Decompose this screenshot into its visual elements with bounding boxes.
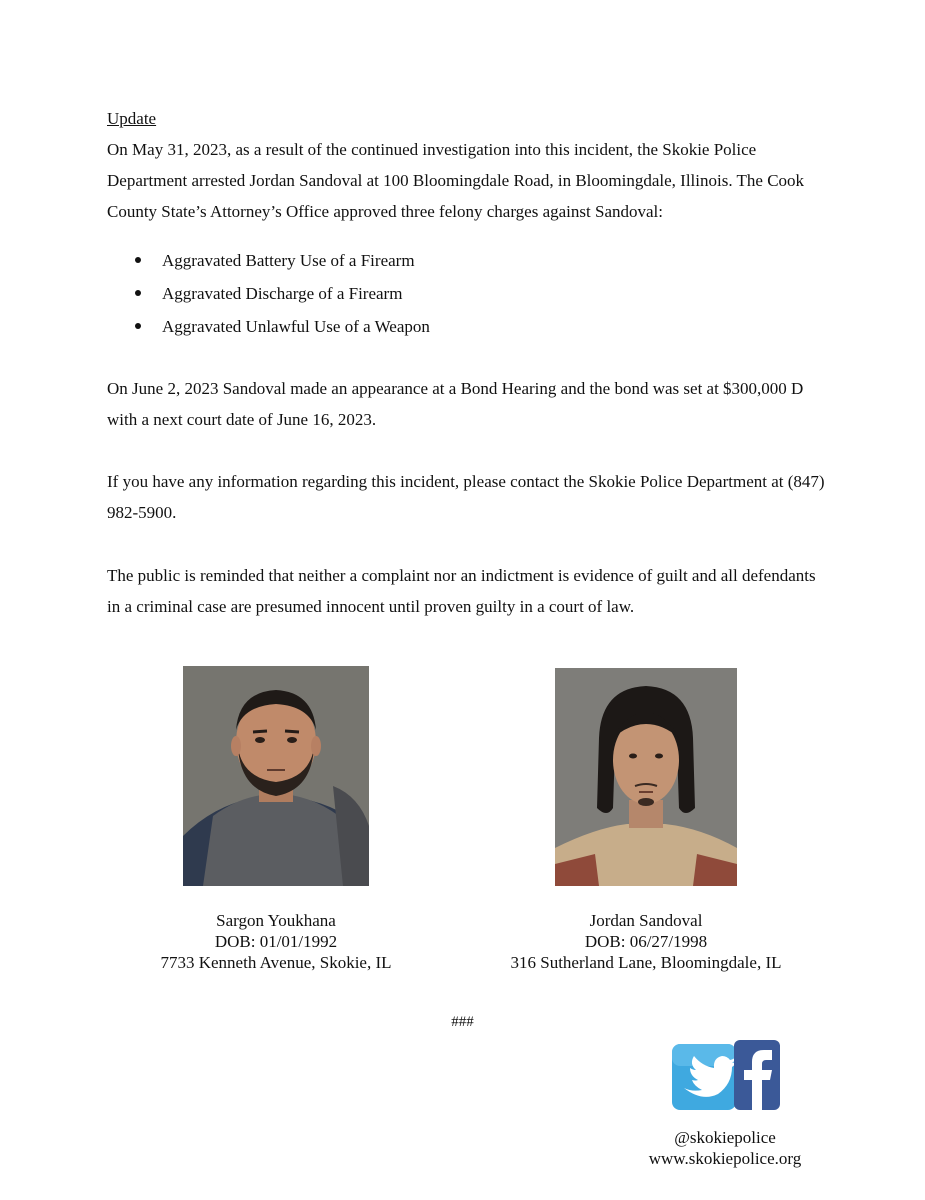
- twitter-icon[interactable]: [672, 1044, 737, 1110]
- charge-label: Aggravated Discharge of a Firearm: [162, 284, 403, 303]
- arrest-paragraph: On May 31, 2023, as a result of the continued investigation into this incident, the Skokie Police Department arrested Jordan Sandoval at 100 Bloomingdale Road, in Bloomingdale, Illinois. The Cook County State’s Attorney’s Office approved three felony charges against Sandoval:: [107, 140, 805, 221]
- mugshot-photo: [555, 668, 737, 886]
- bond-paragraph: On June 2, 2023 Sandoval made an appearance at a Bond Hearing and the bond was set at $300,000 D with a next court date of June 16, 2023.: [107, 379, 804, 429]
- mugshot-illustration: [183, 666, 369, 886]
- list-item: [107, 244, 827, 277]
- charges-list: [107, 244, 827, 343]
- update-heading: Update: [107, 109, 157, 128]
- mugshot-illustration: [555, 668, 737, 886]
- website-link[interactable]: www.skokiepolice.org: [648, 1149, 802, 1168]
- suspect-card-sandoval: [490, 668, 802, 973]
- social-handle: @skokiepolice: [674, 1128, 776, 1147]
- suspect-caption: [120, 910, 432, 973]
- suspect-dob: DOB: 01/01/1992: [214, 932, 338, 951]
- bullet-icon: [135, 290, 141, 296]
- contact-block: [625, 1127, 825, 1169]
- mugshot-photo: [183, 666, 369, 886]
- suspect-name: Sargon Youkhana: [216, 911, 336, 930]
- charge-label: Aggravated Unlawful Use of a Weapon: [162, 317, 430, 336]
- facebook-icon[interactable]: [734, 1040, 780, 1110]
- contact-paragraph: If you have any information regarding this incident, please contact the Skokie Police Department at (847) 982-5900.: [107, 472, 825, 522]
- end-mark: ###: [451, 1014, 474, 1030]
- press-release-body: [107, 103, 827, 622]
- list-item: [107, 310, 827, 343]
- bullet-icon: [135, 323, 141, 329]
- suspect-address: 316 Sutherland Lane, Bloomingdale, IL: [510, 953, 782, 972]
- suspect-caption: [490, 910, 802, 973]
- suspect-dob: DOB: 06/27/1998: [584, 932, 708, 951]
- suspect-card-youkhana: [120, 666, 432, 973]
- list-item: [107, 277, 827, 310]
- suspect-address: 7733 Kenneth Avenue, Skokie, IL: [160, 953, 392, 972]
- disclaimer-paragraph: The public is reminded that neither a complaint nor an indictment is evidence of guilt and all defendants in a criminal case are presumed innocent until proven guilty in a court of law.: [107, 566, 816, 616]
- charge-label: Aggravated Battery Use of a Firearm: [162, 251, 415, 270]
- bullet-icon: [135, 257, 141, 263]
- social-icons: [670, 1040, 782, 1116]
- suspect-name: Jordan Sandoval: [589, 911, 703, 930]
